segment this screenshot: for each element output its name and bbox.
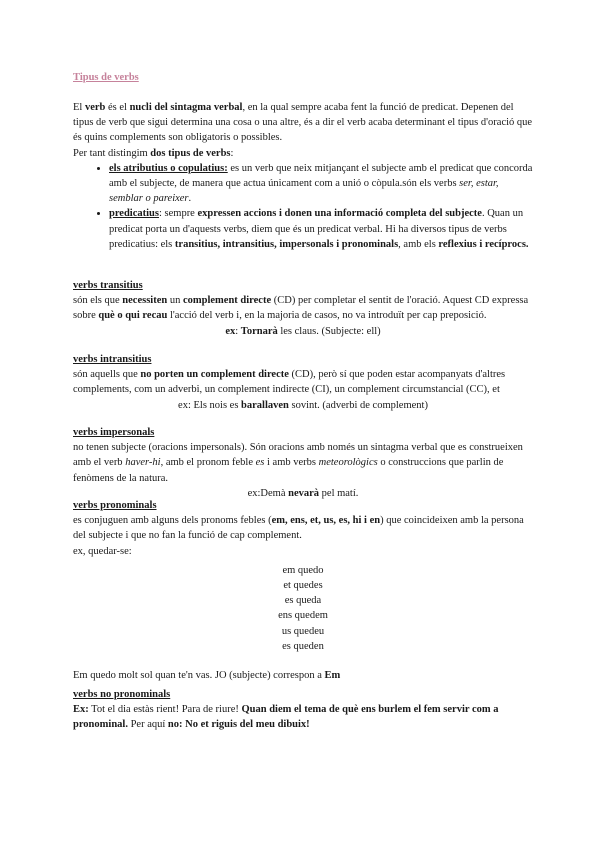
text-bold: nevarà (288, 487, 320, 499)
text: , amb els (398, 238, 439, 250)
text-italic: haver-hi (125, 457, 161, 469)
text: és el (105, 102, 130, 113)
list-item (109, 161, 533, 207)
text-bold: verb (84, 102, 106, 113)
text: les claus. (Subjecte: ell) (277, 325, 381, 337)
text-bold: Em (324, 670, 341, 682)
text: ex:Demà (247, 487, 289, 499)
section-paragraph (73, 367, 533, 397)
text-bold: ex (225, 325, 236, 337)
text-bold: complement directe (182, 295, 272, 307)
text: , amb el pronom feble (160, 457, 256, 469)
section-heading: verbs intransitius (73, 354, 152, 365)
text-bold: transitius, intransitius, impersonals i pronominals (174, 238, 399, 250)
text-bold: què o qui recau (98, 310, 168, 322)
section-heading: verbs transitius (73, 280, 143, 291)
example-line (73, 398, 533, 413)
text-bold: Ex: (73, 704, 89, 716)
text-bold: no porten un complement directe (140, 369, 289, 381)
text: pel matí. (319, 487, 359, 499)
section-transitius (73, 278, 533, 339)
intro-types-line (73, 146, 533, 161)
text-bold: Quan diem el tema de què ens burlem el fem servir com a pronominal. (73, 704, 499, 731)
text: : (230, 147, 234, 159)
text-bold: dos tipus de verbs (150, 147, 231, 159)
page-title: Tipus de verbs (73, 72, 139, 83)
text: o construccions que parlin de fenòmens de la natura. (73, 457, 504, 484)
section-paragraph (73, 293, 533, 323)
text: : (235, 325, 241, 337)
section-heading: verbs pronominals (73, 500, 157, 511)
text-bold: nucli del sintagma verbal (129, 102, 243, 113)
text: Tot el dia estàs rient! Para de riure! (88, 704, 242, 716)
text: (CD) per completar el sentit de l'oració. Aquest CD expressa sobre (73, 295, 529, 322)
section-pronominals (73, 498, 533, 683)
section-heading: verbs impersonals (73, 427, 155, 438)
text: un (167, 295, 183, 307)
types-list (73, 161, 533, 252)
text: sovint. (adverbi de complement) (288, 399, 428, 411)
text-bold-underline: predicatius (109, 208, 159, 220)
conjugation-item: es queda (284, 595, 322, 607)
text: ) que coincideixen amb la persona del subjecte i que no fan la funció de cap complement. (73, 515, 524, 542)
conjugation-item: em quedo (282, 564, 324, 576)
text: són els que (73, 295, 123, 307)
section-paragraph (73, 440, 533, 486)
text-bold: em, ens, et, us, es, hi i en (271, 515, 381, 527)
section-intransitius (73, 352, 533, 413)
text: (CD), però sí que poden estar acompanyats d'altres complements, com un adverbi, un complement indirecte (CI), un complement circumstancial (CC), et (73, 369, 506, 396)
text: no tenen subjecte (oracions impersonals). Són oracions amb només un sintagma verbal que es construeixen amb el verb (73, 442, 523, 469)
text: : sempre (158, 208, 198, 220)
text: , en la qual sempre acaba fent la funció de predicat. Depenen del tipus de verb que sigui determina una cosa o una altre, és a dir el verb acaba determinant el tipus d'oració que és quins complements son obligatoris o possibles. (73, 102, 533, 144)
intro-section (73, 100, 533, 252)
text-italic: es (255, 457, 265, 469)
text-italic: meteorològics (318, 457, 378, 469)
text: El (73, 102, 85, 113)
note-line (73, 668, 533, 683)
text-bold: expressen accions i donen una informació completa del subjecte (197, 208, 482, 220)
conjugation-list (73, 563, 533, 654)
text: Em quedo molt sol quan te'n vas. JO (subjecte) correspon a (73, 670, 325, 682)
text: i amb verbs (264, 457, 319, 469)
section-impersonals (73, 425, 533, 501)
section-no-pronominals (73, 687, 533, 733)
text-italic: ser, estar, semblar o pareixer (109, 178, 499, 205)
section-paragraph (73, 513, 533, 543)
text: . Quan un predicat porta un d'aquests verbs, diem que és un predicat verbal. Hi ha diversos tipus de verbs predicatius: els (109, 208, 524, 250)
conjugation-item: us quedeu (281, 625, 325, 637)
text: es un verb que neix mitjançant el subjecte amb el predicat que concorda amb el subjecte, de manera que actua únicament com a unió o còpula.són els verbs (109, 162, 533, 190)
section-paragraph (73, 702, 533, 732)
conjugation-item: es queden (282, 640, 324, 652)
conjugation-item: et quedes (283, 580, 323, 592)
text: ex: Els nois es (178, 399, 242, 411)
text-bold: Tornarà (240, 325, 278, 337)
text: Per tant distingim (73, 147, 151, 159)
text: . (188, 193, 192, 205)
example-line (73, 324, 533, 339)
section-heading: verbs no pronominals (73, 689, 171, 700)
text-bold: barallaven (241, 399, 289, 411)
text-bold-underline: els atributius o copulatius: (109, 162, 228, 174)
text: són aquells que (73, 369, 141, 381)
list-item (109, 206, 533, 252)
text-bold: reflexius i recíprocs. (438, 238, 529, 250)
intro-paragraph (73, 100, 533, 146)
text-bold: no: No et riguis del meu dibuix! (167, 719, 310, 731)
conjugation-item: ens quedem (278, 610, 328, 622)
text: l'acció del verb i, en la majoria de casos, no va introduït per cap preposició. (167, 310, 487, 322)
example-intro: ex, quedar-se: (73, 545, 132, 557)
text: es conjuguen amb alguns dels pronoms febles ( (73, 515, 272, 527)
text: Per aquí (127, 719, 168, 731)
text-bold: necessiten (122, 295, 168, 307)
